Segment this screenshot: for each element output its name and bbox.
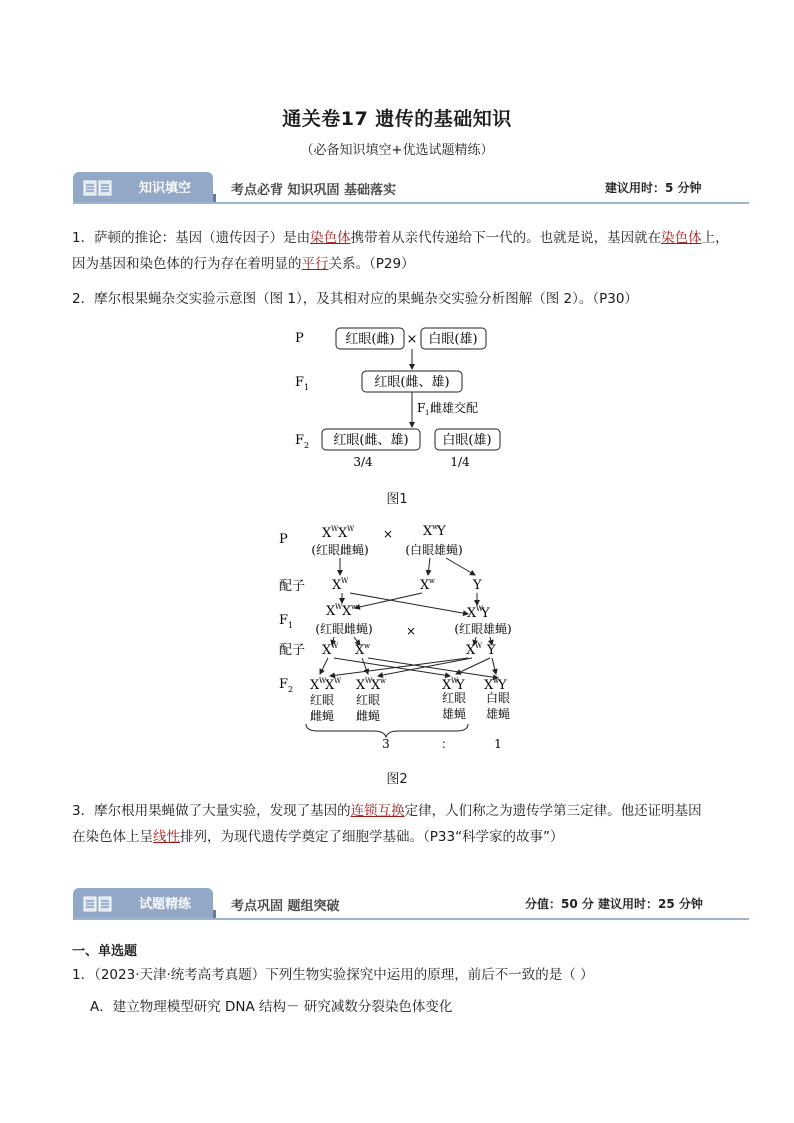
svg-text:W: W (331, 642, 339, 650)
svg-text:X: X (326, 604, 336, 619)
fig2-gamete-Xw (420, 577, 435, 593)
fig2-f1-male-label: (红眼雄蝇) (454, 622, 512, 636)
fig2-f1-female-genotype (326, 603, 357, 619)
page-title: 通关卷17 遗传的基础知识 (282, 108, 512, 130)
fig2-gamete2-XW-f (322, 642, 339, 658)
svg-text:X: X (356, 678, 366, 693)
fig1-gen-p: P (295, 331, 304, 346)
fig2-f1-female-label: (红眼雌蝇) (315, 622, 373, 636)
svg-text:X: X (342, 604, 352, 619)
fig2-p-male-genotype (423, 523, 446, 539)
svg-text:Y: Y (498, 678, 507, 693)
q3-line-1 (72, 798, 732, 824)
banner-rule (73, 918, 749, 920)
fig2-row-gamete-2: 配子 (279, 643, 306, 658)
fig2-f2-label-3b: 雄蝇 (441, 707, 467, 721)
fig2-f2-label-1b: 雌蝇 (309, 709, 335, 723)
banner-topics: 考点必背 知识巩固 基础落实 (231, 183, 397, 198)
svg-text:W: W (475, 642, 483, 650)
fig1-f1-cross-text: 雌雄交配 (430, 401, 479, 415)
q1-blank-1: 染色体 (310, 230, 351, 246)
svg-text:X: X (484, 678, 494, 693)
fig2-f2-genotype-2 (356, 677, 386, 693)
q3-blank-1: 连锁互换 (350, 803, 405, 819)
fig1-f2-red: 红眼(雌、雄) (333, 433, 409, 448)
fig2-f2-label-1a: 红眼 (309, 693, 335, 707)
svg-text:X: X (423, 524, 433, 539)
fig2-gamete-Y: Y (473, 578, 482, 593)
svg-text:W: W (451, 677, 459, 685)
svg-text:X: X (332, 578, 342, 593)
fig2-ratio-colon: ： (440, 737, 454, 751)
question-2: 2．摩尔根果蝇杂交实验示意图（图 1），及其相对应的果蝇杂交实验分析图解（图 2）。（P30） (72, 291, 638, 307)
fig2-row-f2: F (279, 677, 289, 692)
svg-text:W: W (341, 577, 349, 585)
banner-meta: 分值：50 分 建议用时：25 分钟 (525, 897, 703, 911)
svg-text:Y: Y (437, 524, 446, 539)
fig2-f2-label-3a: 红眼 (441, 691, 467, 705)
figure-2-genetic-analysis (270, 518, 530, 758)
svg-text:W: W (334, 677, 342, 685)
fig2-f2-label-4a: 白眼 (485, 691, 511, 705)
fig2-row-gamete-1: 配子 (279, 579, 306, 594)
fig1-p-female: 红眼(雌) (345, 332, 395, 347)
svg-text:X: X (310, 678, 320, 693)
fig2-f2-label-2a: 红眼 (355, 693, 381, 707)
fig1-f1-cross-sub: 1 (425, 409, 430, 417)
fig1-f1: 红眼(雌、雄) (374, 375, 450, 390)
exam-option-a[interactable]: A．建立物理模型研究 DNA 结构－ 研究减数分裂染色体变化 (90, 999, 453, 1015)
banner-topics: 考点巩固 题组突破 (231, 899, 340, 914)
section-banner-exercises (73, 888, 749, 918)
fig2-p-female-label: (红眼雌蝇) (311, 543, 369, 557)
banner-tab-label: 知识填空 (139, 181, 192, 196)
fig2-arrow-p-male-y (446, 558, 475, 575)
fig1-arrowhead-2 (409, 422, 415, 428)
question-3 (72, 798, 732, 850)
fig2-f1-male-genotype (467, 605, 490, 621)
fig2-f2-label-4b: 雄蝇 (485, 707, 511, 721)
q3-text-a: 3．摩尔根用果蝇做了大量实验，发现了基因的 (72, 803, 351, 819)
figure-2-caption: 图2 (386, 772, 408, 787)
fig2-row-f1-sub: 1 (288, 621, 294, 630)
page-subtitle: （必备知识填空+优选试题精练） (300, 143, 494, 158)
q3-text-c: 在染色体上呈 (72, 829, 153, 845)
svg-text:Y: Y (456, 678, 465, 693)
svg-text:w: w (351, 603, 357, 611)
exam-heading: 一、单选题 (72, 944, 138, 959)
fig2-row-f2-sub: 2 (288, 685, 294, 694)
fig2-row-p: P (279, 532, 288, 547)
fig2-p-male-label: (白眼雄蝇) (405, 543, 463, 557)
q1-text-b: 携带着从亲代传递给下一代的。也就是说，基因就在 (350, 230, 662, 246)
svg-text:X: X (467, 606, 477, 621)
svg-text:w: w (364, 642, 370, 650)
svg-text:W: W (319, 677, 327, 685)
fig2-brace (306, 724, 468, 737)
fig2-f2-label-2b: 雌蝇 (355, 709, 381, 723)
book-icon (83, 896, 113, 912)
fig2-gamete2-Xw-f (355, 642, 370, 658)
svg-text:w: w (429, 577, 435, 585)
svg-text:X: X (442, 678, 452, 693)
banner-tab-label: 试题精练 (139, 897, 192, 912)
q1-text-d: 关系。（P29） (328, 256, 415, 272)
banner-time: 建议用时：5 分钟 (605, 181, 702, 195)
q1-text-a: 1．萨顿的推论：基因（遗传因子）是由 (72, 230, 311, 246)
svg-text:X: X (338, 526, 348, 541)
banner-tab (73, 888, 213, 918)
question-1 (72, 225, 732, 277)
fig2-p-female-genotype (322, 525, 355, 541)
fig1-gen-f2-sub: 2 (304, 441, 310, 450)
fig1-arrowhead-1 (409, 364, 415, 370)
svg-text:X: X (466, 643, 476, 658)
svg-text:w: w (380, 677, 386, 685)
svg-text:X: X (420, 578, 430, 593)
banner-rule (73, 202, 749, 204)
q3-line-2 (72, 824, 732, 850)
q3-text-b: 定律，人们称之为遗传学第三定律。他还证明基因 (404, 803, 702, 819)
fig2-p-cross: × (382, 527, 394, 541)
fig2-gamete-XW (332, 577, 349, 593)
fig2-ratio-right: 1 (494, 737, 502, 751)
fig1-f1-cross-f: F (417, 401, 426, 415)
fig2-f2-genotype-1 (310, 677, 342, 693)
fig2-arrow-a1 (320, 658, 328, 674)
svg-text:X: X (355, 643, 365, 658)
svg-text:w: w (493, 677, 499, 685)
figure-1-cross-diagram (280, 318, 520, 478)
fig2-gamete2-XW-m (466, 642, 483, 658)
svg-text:W: W (476, 605, 484, 613)
fig1-f2-white: 白眼(雄) (442, 433, 492, 448)
section-banner-knowledge (73, 172, 749, 202)
svg-text:X: X (371, 678, 381, 693)
q1-blank-2: 染色体 (661, 230, 702, 246)
svg-text:W: W (365, 677, 373, 685)
fig1-cross: × (406, 332, 418, 347)
book-icon (83, 180, 113, 196)
fig1-ratio-white: 1/4 (450, 455, 470, 469)
svg-text:X: X (322, 526, 332, 541)
fig2-arrow-p-male-x (428, 558, 430, 575)
exam-question-1: 1．（2023·天津·统考高考真题）下列生物实验探究中运用的原理，前后不一致的是（ ） (72, 967, 594, 983)
fig1-gen-f2: F (295, 433, 305, 448)
fig1-ratio-red: 3/4 (353, 455, 373, 469)
svg-text:W: W (331, 525, 339, 533)
svg-text:W: W (335, 603, 343, 611)
fig1-gen-f1: F (295, 375, 305, 390)
q1-blank-3: 平行 (301, 256, 329, 272)
fig2-row-f1: F (279, 613, 289, 628)
svg-text:W: W (347, 525, 355, 533)
fig2-arrow-a8 (492, 658, 496, 674)
svg-text:X: X (325, 678, 335, 693)
figure-1-caption: 图1 (386, 492, 408, 507)
q1-text-c: 上，因为基因和染色体的行为存在着明显的 (72, 230, 729, 272)
svg-text:w: w (432, 523, 438, 531)
fig2-f1-cross: × (405, 624, 417, 638)
svg-text:Y: Y (481, 606, 490, 621)
fig1-gen-f1-sub: 1 (304, 383, 310, 392)
fig2-gamete2-Y-m: Y (487, 643, 496, 658)
svg-text:X: X (322, 643, 332, 658)
fig1-p-male: 白眼(雄) (428, 332, 478, 347)
q3-text-d: 排列，为现代遗传学奠定了细胞学基础。（P33“科学家的故事”） (180, 829, 564, 845)
banner-tab (73, 172, 213, 202)
q3-blank-2: 线性 (153, 829, 180, 845)
fig2-ratio-left: 3 (382, 737, 390, 751)
